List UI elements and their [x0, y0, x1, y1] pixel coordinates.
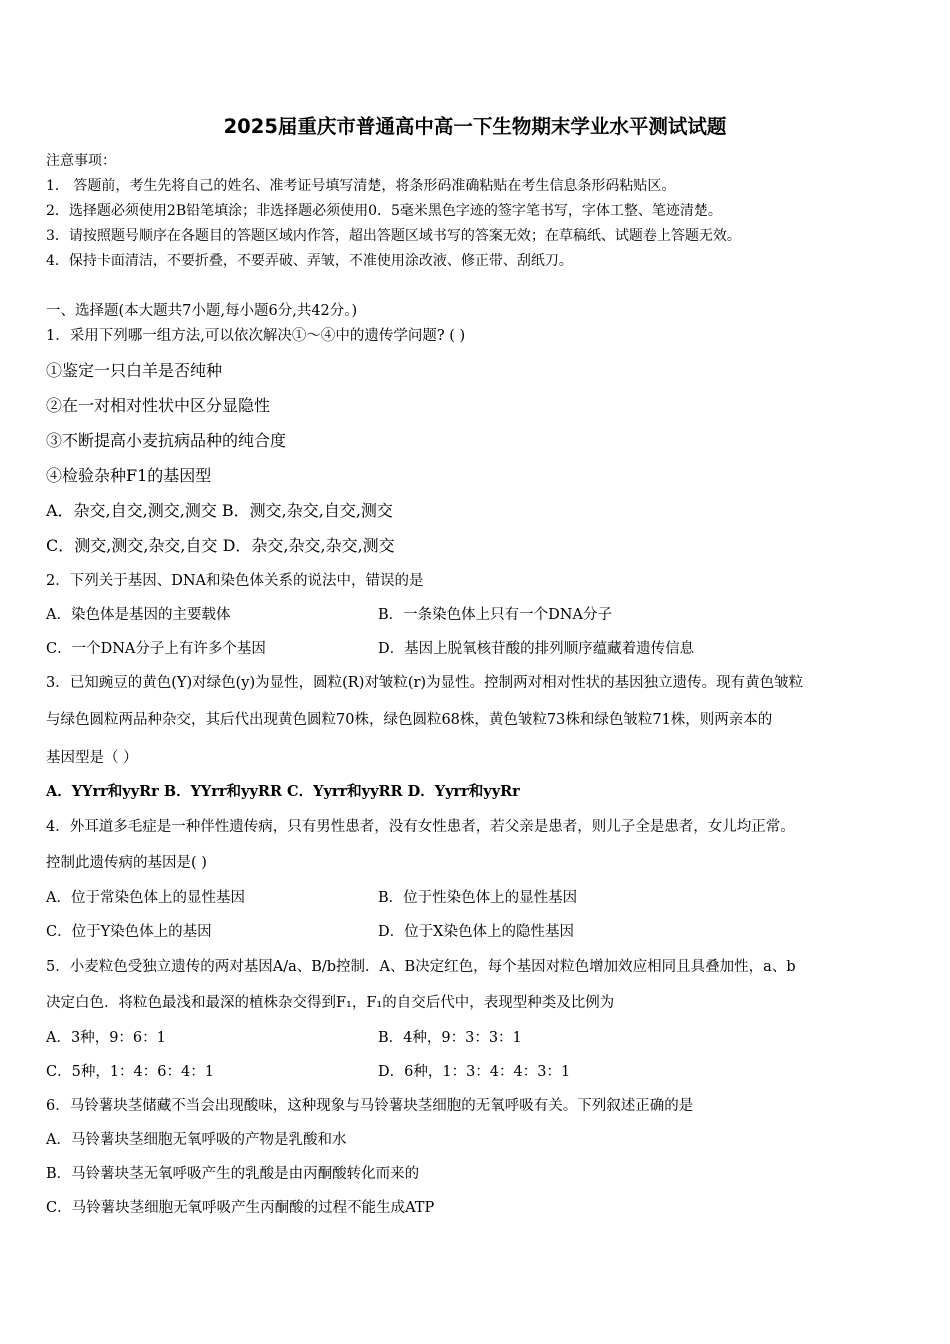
q4-option-b: B．位于性染色体上的显性基因 [378, 890, 578, 906]
notice-heading: 注意事项： [46, 153, 116, 169]
q1-item-4: ④检验杂种F1的基因型 [46, 466, 212, 485]
q5-option-c: C．5种，1：4：6：4：1 [46, 1064, 214, 1080]
q4-stem-line-1: 4．外耳道多毛症是一种伴性遗传病，只有男性患者，没有女性患者，若父亲是患者，则儿子全是患者，女儿均正常。 [46, 819, 795, 835]
notice-item-4: 4．保持卡面清洁，不要折叠，不要弄破、弄皱，不准使用涂改液、修正带、刮纸刀。 [46, 253, 573, 269]
q6-option-c: C．马铃薯块茎细胞无氧呼吸产生丙酮酸的过程不能生成ATP [46, 1200, 435, 1216]
q2-option-c: C．一个DNA分子上有许多个基因 [46, 641, 266, 657]
q5-option-a: A．3种，9：6：1 [46, 1030, 166, 1046]
q1-options-cd: C．测交,测交,杂交,自交 D．杂交,杂交,杂交,测交 [46, 536, 395, 555]
q2-option-b: B．一条染色体上只有一个DNA分子 [378, 607, 612, 623]
q5-stem-line-2: 决定白色．将粒色最浅和最深的植株杂交得到F₁，F₁的自交后代中，表现型种类及比例为 [46, 995, 615, 1011]
notice-item-2: 2．选择题必须使用2B铅笔填涂；非选择题必须使用0．5毫米黑色字迹的签字笔书写，字体工整、笔迹清楚。 [46, 203, 722, 219]
q2-option-a: A．染色体是基因的主要载体 [46, 607, 231, 623]
q6-option-a: A．马铃薯块茎细胞无氧呼吸的产物是乳酸和水 [46, 1132, 347, 1148]
q5-stem-line-1: 5．小麦粒色受独立遗传的两对基因A/a、B/b控制．A、B决定红色，每个基因对粒色增加效应相同且具叠加性，a、b [46, 959, 796, 975]
q5-option-b: B．4种，9：3：3：1 [378, 1030, 522, 1046]
notice-item-1: 1． 答题前，考生先将自己的姓名、准考证号填写清楚，将条形码准确粘贴在考生信息条形码粘贴区。 [46, 178, 676, 194]
q1-item-3: ③不断提高小麦抗病品种的纯合度 [46, 431, 287, 450]
q4-stem-line-2: 控制此遗传病的基因是( ) [46, 855, 207, 871]
q1-item-1: ①鉴定一只白羊是否纯种 [46, 361, 223, 380]
page-title: 2025届重庆市普通高中高一下生物期末学业水平测试试题 [223, 115, 727, 138]
q3-stem-line-1: 3．已知豌豆的黄色(Y)对绿色(y)为显性，圆粒(R)对皱粒(r)为显性。控制两对相对性状的基因独立遗传。现有黄色皱粒 [46, 675, 804, 691]
q6-option-b: B．马铃薯块茎无氧呼吸产生的乳酸是由丙酮酸转化而来的 [46, 1166, 420, 1182]
q4-option-a: A．位于常染色体上的显性基因 [46, 890, 245, 906]
q4-option-c: C．位于Y染色体上的基因 [46, 924, 212, 940]
section-heading: 一、选择题(本大题共7小题,每小题6分,共42分。) [46, 303, 358, 319]
q5-option-d: D．6种，1：3：4：4：3：1 [378, 1064, 571, 1080]
q2-stem: 2．下列关于基因、DNA和染色体关系的说法中，错误的是 [46, 573, 424, 589]
q4-option-d: D．位于X染色体上的隐性基因 [378, 924, 574, 940]
q2-option-d: D．基因上脱氧核苷酸的排列顺序蕴藏着遗传信息 [378, 641, 695, 657]
q1-stem: 1．采用下列哪一组方法,可以依次解决①～④中的遗传学问题? ( ) [46, 328, 466, 344]
q6-stem: 6．马铃薯块茎储藏不当会出现酸味，这种现象与马铃薯块茎细胞的无氧呼吸有关。下列叙述正确的是 [46, 1098, 694, 1114]
q1-options-ab: A．杂交,自交,测交,测交 B．测交,杂交,自交,测交 [46, 501, 393, 520]
q3-stem-line-3: 基因型是（ ） [46, 750, 138, 766]
q3-options: A．YYrr和yyRr B．YYrr和yyRR C．Yyrr和yyRR D．Yyrr和yyRr [46, 783, 520, 800]
q3-stem-line-2: 与绿色圆粒两品种杂交，其后代出现黄色圆粒70株，绿色圆粒68株，黄色皱粒73株和绿色皱粒71株，则两亲本的 [46, 712, 773, 728]
notice-item-3: 3．请按照题号顺序在各题目的答题区域内作答，超出答题区域书写的答案无效；在草稿纸、试题卷上答题无效。 [46, 228, 741, 244]
q1-item-2: ②在一对相对性状中区分显隐性 [46, 396, 271, 415]
